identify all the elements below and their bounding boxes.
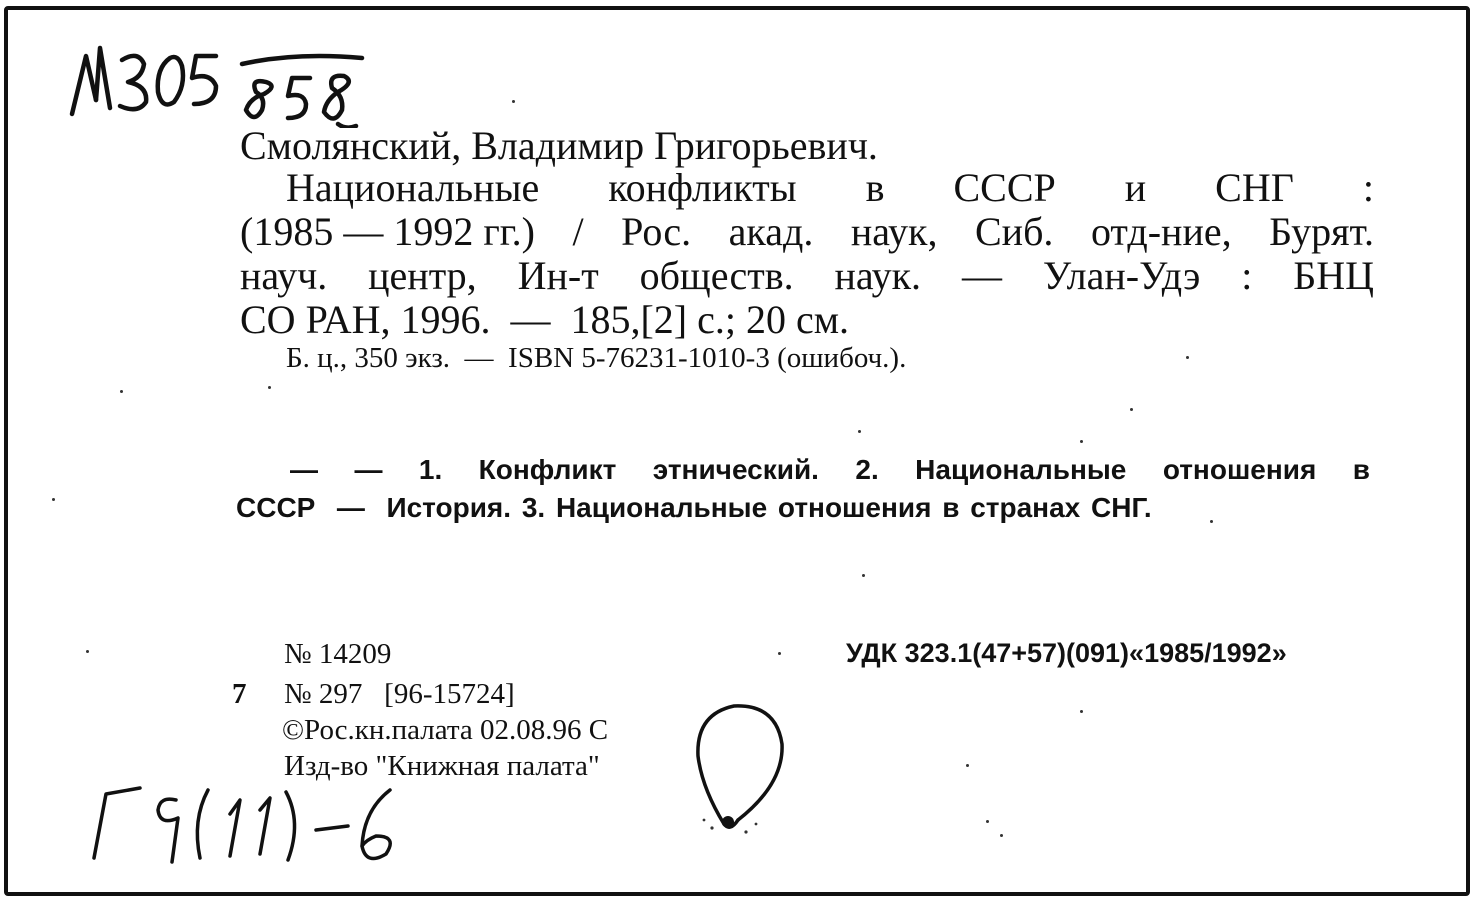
lightbulb-icon-drawing <box>682 692 792 842</box>
subject-word: — <box>290 454 318 485</box>
title-word: Рос. <box>621 209 692 254</box>
title-word: : <box>1241 253 1253 298</box>
copyright-line: ©Рос.кн.палата 02.08.96 С <box>282 714 609 746</box>
scan-speck <box>512 100 515 103</box>
scan-speck <box>1130 408 1133 411</box>
scan-speck <box>1210 520 1213 523</box>
handwritten-bottom-code <box>80 770 440 880</box>
title-word: наук, <box>850 209 938 254</box>
title-line-4: СО РАН, 1996. — 185,[2] с.; 20 см. <box>240 297 850 342</box>
subject-word: Национальные <box>915 454 1127 485</box>
scan-speck <box>1186 356 1189 359</box>
scan-speck <box>86 650 89 653</box>
subjects-line-1 <box>290 456 1370 484</box>
record-number: № 14209 <box>284 638 392 670</box>
title-word: — <box>961 253 1002 298</box>
title-word: и <box>1124 165 1147 210</box>
scan-speck <box>966 764 969 767</box>
title-word: СНГ <box>1215 165 1294 210</box>
subjects-line-2: СССР — История. 3. Национальные отношения в странах СНГ. <box>236 492 1152 523</box>
handwritten-top-number-drawing <box>66 38 366 128</box>
title-line-3 <box>240 253 1374 298</box>
title-word: БНЦ <box>1293 253 1374 298</box>
title-word: Сиб. <box>974 209 1054 254</box>
subject-word: в <box>1352 454 1370 485</box>
title-word: центр, <box>368 253 477 298</box>
publisher-line: Изд-во "Книжная палата" <box>284 750 600 782</box>
subject-word: 1. <box>418 454 443 485</box>
scan-speck <box>1000 834 1003 837</box>
subject-word: 2. <box>855 454 879 485</box>
author-line: Смолянский, Владимир Григорьевич. <box>240 123 878 168</box>
title-word: Улан-Удэ <box>1042 253 1201 298</box>
title-word: обществ. <box>639 253 794 298</box>
scan-speck <box>52 498 55 501</box>
scan-speck <box>858 430 861 433</box>
title-line-1 <box>240 165 1374 210</box>
title-word: Бурят. <box>1269 209 1374 254</box>
title-word: науч. <box>240 253 328 298</box>
subject-word: — <box>354 454 383 485</box>
scan-speck <box>120 390 123 393</box>
lightbulb-icon <box>682 692 792 842</box>
title-word: СССР <box>953 165 1056 210</box>
scan-speck <box>862 574 865 577</box>
seven-mark: 7 <box>232 678 247 710</box>
udc-code: УДК 323.1(47+57)(091)«1985/1992» <box>846 638 1287 668</box>
scan-speck <box>986 820 989 823</box>
title-line-2 <box>240 209 1374 254</box>
title-word: : <box>1362 165 1374 210</box>
title-word: Национальные <box>286 165 540 210</box>
title-word: отд-ние, <box>1090 209 1232 254</box>
title-word: / <box>572 209 584 254</box>
title-word: в <box>865 165 885 210</box>
title-word: Ин-т <box>517 253 599 298</box>
title-word: наук. <box>834 253 922 298</box>
handwritten-bottom-code-drawing <box>80 770 440 880</box>
scan-speck <box>1080 710 1083 713</box>
title-word: конфликты <box>608 165 797 210</box>
subject-word: отношения <box>1162 454 1317 485</box>
subject-word: Конфликт <box>478 454 617 485</box>
number-297: № 297 [96-15724] <box>284 678 515 710</box>
price-isbn-line: Б. ц., 350 экз. — ISBN 5-76231-1010-3 (ошибоч.). <box>286 342 907 374</box>
scan-speck <box>778 652 781 655</box>
subject-word: этнический. <box>652 454 819 485</box>
scan-speck <box>268 386 271 389</box>
handwritten-top-number <box>66 38 366 128</box>
title-word: акад. <box>728 209 814 254</box>
title-word: (1985 — 1992 гг.) <box>240 209 535 254</box>
scan-speck <box>1080 440 1083 443</box>
